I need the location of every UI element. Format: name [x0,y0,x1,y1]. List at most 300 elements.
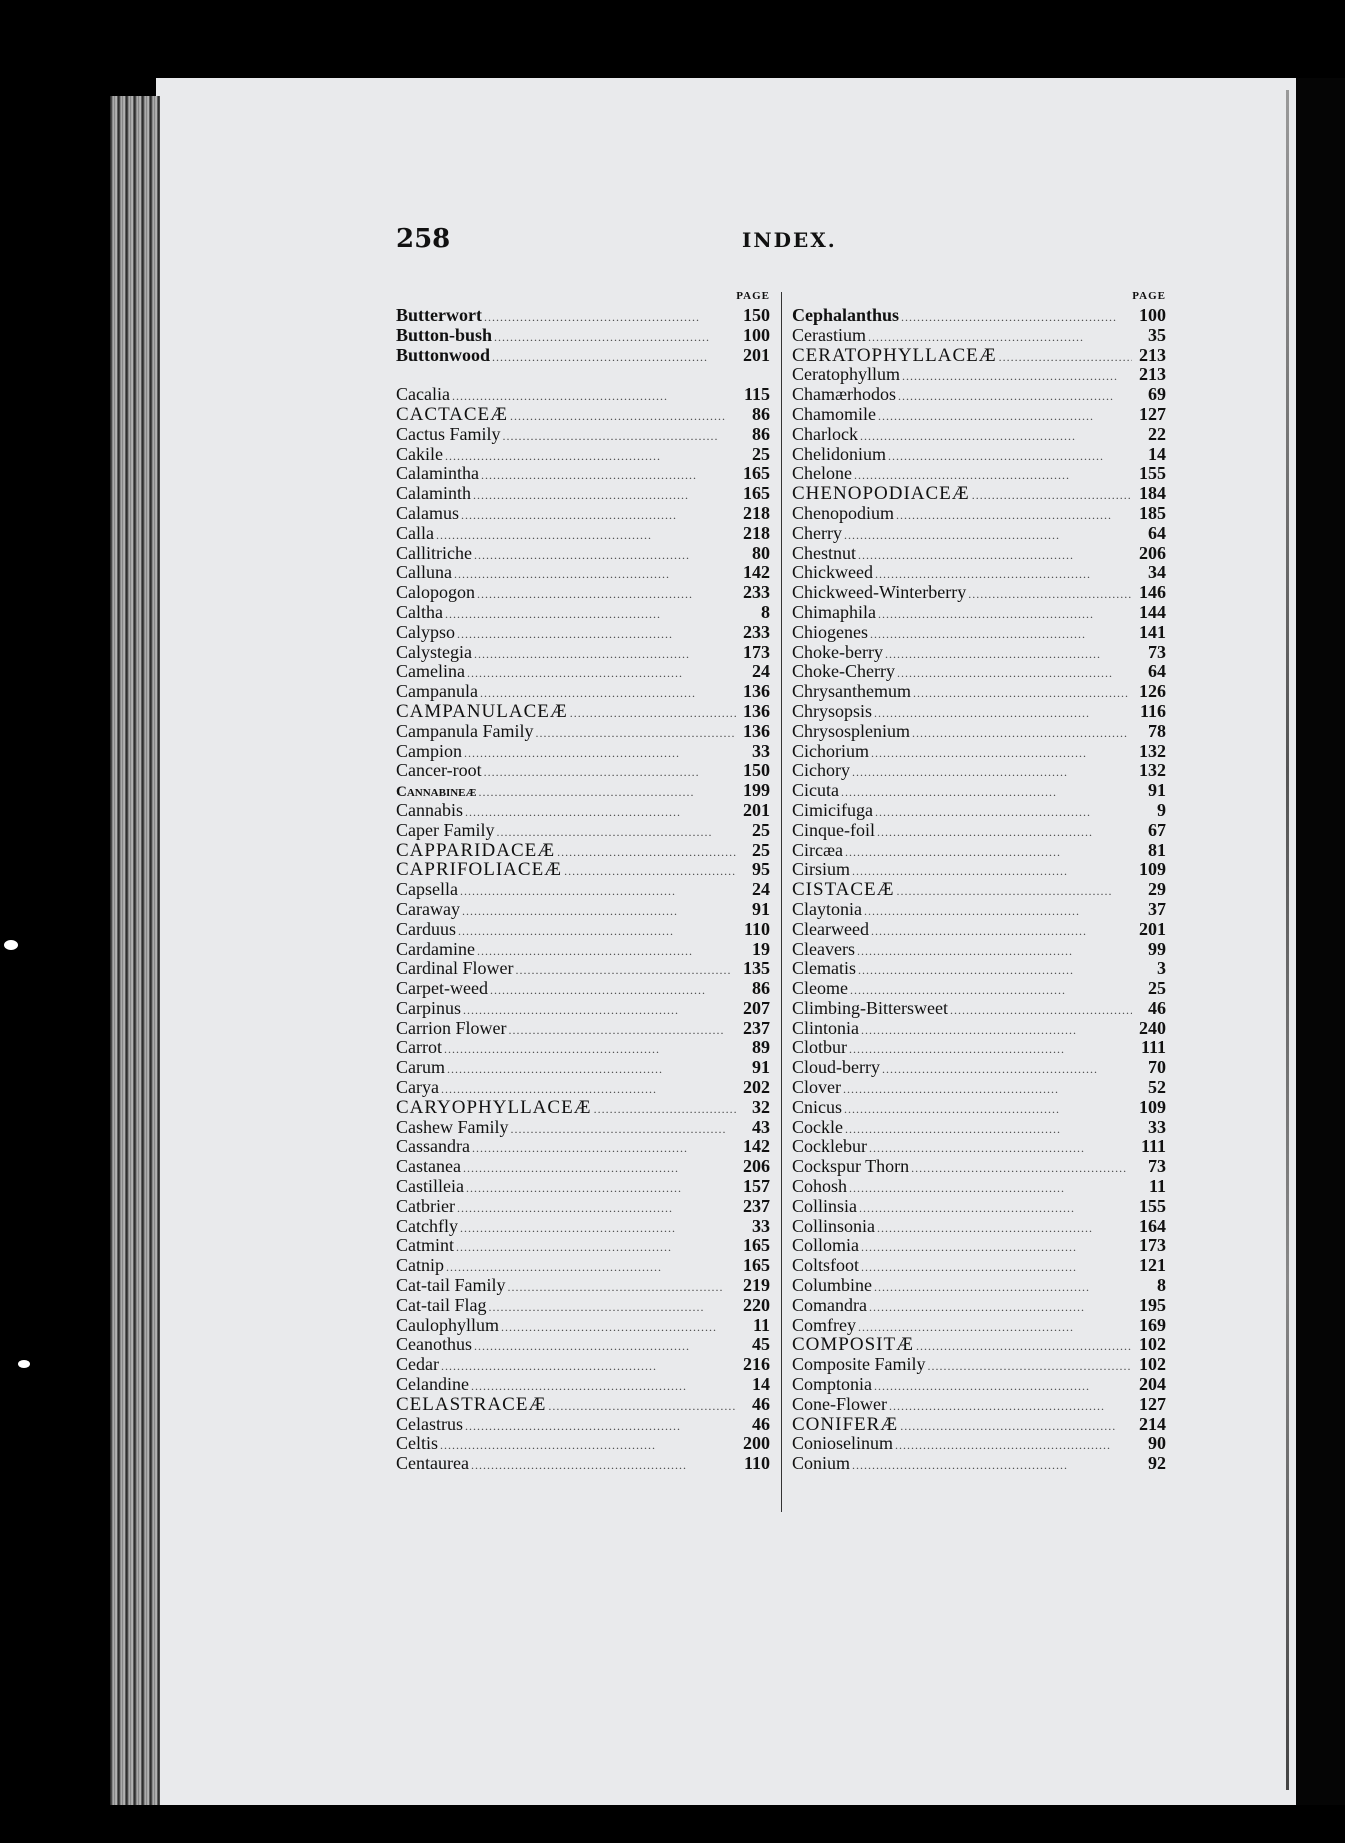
index-entry [396,603,770,623]
index-entry [792,1434,1166,1454]
index-entry [792,1276,1166,1296]
index-entry [792,326,1166,346]
index-entry-name: Campion [396,740,462,761]
dot-leader [445,445,736,467]
index-entry-page: 141 [1139,621,1166,642]
dot-leader [852,1454,1132,1476]
index-entry-page: 80 [752,542,770,563]
index-entry [792,385,1166,405]
index-entry [396,1118,770,1138]
dot-leader [594,1098,736,1120]
index-entry-page: 207 [743,997,770,1018]
index-entry-page: 169 [1139,1314,1166,1335]
index-entry-page: 218 [743,502,770,523]
dot-leader [477,583,736,605]
index-entry-name: Cardinal Flower [396,958,514,979]
index-entry-page: 132 [1139,760,1166,781]
index-entry-name: Cherry [792,522,842,543]
index-entry [396,1058,770,1078]
index-entry [792,979,1166,999]
index-entry [792,781,1166,801]
dot-leader [888,445,1132,467]
index-entry [396,1395,770,1415]
index-entry [792,1137,1166,1157]
index-entry-name: Chickweed [792,562,873,583]
index-entry-name: Composite Family [792,1354,926,1375]
index-entry-name: Cohosh [792,1176,848,1197]
index-entry-page: 11 [1148,1176,1166,1197]
dot-leader [849,1038,1132,1060]
index-entry-name: Cocklebur [792,1136,867,1157]
index-entry-page: 237 [743,1017,770,1038]
index-entry-page: 199 [743,780,770,801]
index-entry [792,900,1166,920]
index-entry [396,504,770,524]
index-entry-page: 164 [1139,1215,1166,1236]
index-entry [396,1098,770,1118]
dot-leader [494,326,736,348]
dot-leader [447,1058,736,1080]
index-entry-name: Castanea [396,1156,461,1177]
index-entry-name: Caulophyllum [396,1314,499,1335]
dot-leader [912,722,1132,744]
dot-leader [901,306,1132,328]
index-entry-page: 95 [752,859,770,880]
index-entry-page: 127 [1139,1393,1166,1414]
index-entry-page: 81 [1148,839,1166,860]
index-entry-name: Butterwort [396,305,482,325]
index-entry-name: Chelidonium [792,443,886,464]
index-entry [396,306,770,326]
index-entry [396,702,770,722]
index-entry-name: Cirsium [792,859,851,880]
dot-leader [864,900,1132,922]
index-entry-name: CAPRIFOLIACEÆ [396,859,563,881]
index-entry-name: Chrysanthemum [792,681,911,702]
index-entry-page: 121 [1139,1255,1166,1276]
index-entry-page: 73 [1148,1156,1166,1177]
index-entry-page: 214 [1139,1413,1166,1434]
index-entry-name: Castilleia [396,1176,464,1197]
index-entry-page: 233 [743,582,770,603]
index-entry-name: Button-bush [396,324,493,345]
index-entry [396,959,770,979]
index-entry [396,1355,770,1375]
index-entry-page: 67 [1148,819,1166,840]
column-page-header: PAGE [736,290,770,302]
index-entry-name: Campanula Family [396,720,534,741]
dot-leader [511,1118,737,1140]
index-entry [396,346,770,366]
index-entry [396,405,770,425]
index-entry-name: Clearweed [792,918,869,939]
index-entry-name: Campanula [396,681,478,702]
index-entry [396,464,770,484]
index-entry-name: Cicuta [792,780,839,801]
index-entry-page: 19 [752,938,770,959]
dot-leader [456,1236,736,1258]
index-entry-page: 45 [752,1334,770,1355]
dot-leader [473,484,736,506]
index-entry-page: 173 [743,641,770,662]
index-entry-page: 206 [1139,542,1166,563]
index-entry-page: 213 [1139,364,1166,385]
index-entry-name: Collomia [792,1235,859,1256]
page-right-edge [1286,90,1289,1790]
index-entry-name: Cat-tail Family [396,1275,506,1296]
dot-leader [845,1118,1132,1140]
dot-leader [457,1197,736,1219]
dot-leader [968,583,1132,605]
index-entry-name: Centaurea [396,1453,469,1474]
dot-leader [474,1335,736,1357]
index-entry-page: 64 [1148,522,1166,543]
index-entry [792,662,1166,682]
index-entry [792,1454,1166,1474]
index-entry-name: Conioselinum [792,1433,894,1454]
index-entry [396,385,770,405]
index-entry-page: 173 [1139,1235,1166,1256]
index-entry [396,1197,770,1217]
index-entry-name: Clematis [792,958,856,979]
index-entry-name: Cnicus [792,1096,843,1117]
index-entry-name: Conium [792,1453,851,1474]
dot-leader [874,1276,1132,1298]
dot-leader [896,504,1132,526]
index-entry-page: 195 [1139,1294,1166,1315]
dot-leader [852,761,1132,783]
dot-leader [461,504,736,526]
index-entry-page: 92 [1148,1453,1166,1474]
index-entry-name: Cephalanthus [792,305,900,325]
index-entry [396,821,770,841]
index-entry-name: Catnip [396,1255,444,1276]
index-entry-name: Charlock [792,423,858,444]
index-entry [396,940,770,960]
dot-leader [878,405,1132,427]
index-entry-page: 142 [743,1136,770,1157]
index-entry-name: Chamærhodos [792,384,897,405]
index-entry [396,1019,770,1039]
index-entry [792,841,1166,861]
index-entry [396,1296,770,1316]
index-entry-page: 136 [743,700,770,721]
index-entry-name: Celandine [396,1374,469,1395]
index-entry-page: 86 [752,978,770,999]
index-entry-name: Catbrier [396,1195,455,1216]
dot-leader [885,643,1132,665]
index-entry-name: Calaminth [396,483,471,504]
index-entry-name: Cat-tail Flag [396,1294,487,1315]
index-column-left [396,288,770,1474]
dot-leader [870,623,1132,645]
index-entry [792,959,1166,979]
index-entry-name: Calypso [396,621,456,642]
dot-leader [508,1276,737,1298]
index-entry-name: Calamintha [396,463,479,484]
dot-leader [857,940,1132,962]
index-entry [792,603,1166,623]
index-entry [792,563,1166,583]
index-entry [396,1276,770,1296]
index-entry-name: Coltsfoot [792,1255,860,1276]
dot-leader [898,385,1132,407]
index-entry-name: Camelina [396,661,465,682]
dot-leader [860,425,1132,447]
dot-leader [895,1434,1132,1456]
column-page-header: PAGE [1132,290,1166,302]
index-entry-page: 233 [743,621,770,642]
dot-leader [877,1217,1132,1239]
index-entry-page: 91 [752,898,770,919]
index-entry-page: 157 [743,1176,770,1197]
dot-leader [861,1019,1132,1041]
index-entry-name: Cactus Family [396,423,501,444]
index-entry [396,583,770,603]
index-entry-page: 73 [1148,641,1166,662]
dot-leader [467,662,736,684]
dot-leader [859,1197,1132,1219]
index-entry-page: 29 [1148,879,1166,900]
index-entry-page: 200 [743,1433,770,1454]
index-entry-page: 150 [743,305,770,325]
index-entry [792,583,1166,603]
index-entry [792,1118,1166,1138]
dot-leader [460,1217,736,1239]
index-entry-page: 24 [752,661,770,682]
index-entry-name: Ceanothus [396,1334,472,1355]
index-entry-page: 11 [752,1314,770,1335]
column-divider [781,292,782,1512]
index-entry-page: 136 [743,720,770,741]
dot-leader [877,821,1132,843]
index-entry-name: Cerastium [792,324,866,345]
dot-leader [458,920,736,942]
index-entry [792,1038,1166,1058]
index-entry [396,841,770,861]
dot-leader [441,1355,736,1377]
index-entry-page: 165 [743,1255,770,1276]
index-column-right [792,288,1166,1474]
dot-leader [445,603,736,625]
index-entry-name: Chickweed-Winterberry [792,582,967,603]
index-entry-name: Clover [792,1077,841,1098]
index-entry-page: 142 [743,562,770,583]
index-entry-name: Cone-Flower [792,1393,887,1414]
dot-leader [972,484,1132,506]
index-entry-page: 201 [743,344,770,365]
index-entry-page: 204 [1139,1374,1166,1395]
index-entry-page: 110 [743,1453,770,1474]
index-entry [396,623,770,643]
index-entry-name: Carrot [396,1037,442,1058]
index-entry [792,365,1166,385]
index-entry-name: Carrion Flower [396,1017,507,1038]
index-entry [396,1177,770,1197]
index-entry-page: 24 [752,879,770,900]
index-entry-name: Columbine [792,1275,872,1296]
dot-leader [911,1157,1132,1179]
index-entry-page: 102 [1139,1334,1166,1355]
index-entry-page: 111 [1140,1037,1166,1058]
index-entry-page: 165 [743,463,770,484]
index-entry-name: Carum [396,1057,445,1078]
index-entry [792,1157,1166,1177]
index-entry-name: Celtis [396,1433,439,1454]
index-entry [792,1019,1166,1039]
index-entry-page: 216 [743,1354,770,1375]
index-entry-page: 201 [743,799,770,820]
index-entry-name: CONIFERÆ [792,1413,899,1435]
index-entry-page: 135 [743,958,770,979]
index-entry [792,1236,1166,1256]
index-entry-page: 69 [1148,384,1166,405]
index-entry-page: 111 [1140,1136,1166,1157]
dot-leader [465,1415,736,1437]
dot-leader [897,662,1132,684]
index-entry-page: 25 [752,839,770,860]
index-entry [396,524,770,544]
index-entry-page: 43 [752,1116,770,1137]
dot-leader [844,524,1132,546]
index-entry-page: 132 [1139,740,1166,761]
dot-leader [464,742,736,764]
index-entry-name: Cardamine [396,938,475,959]
index-entry-page: 33 [752,1215,770,1236]
index-entry-page: 9 [1157,799,1166,820]
index-entry [396,801,770,821]
index-entry-name: Comptonia [792,1374,872,1395]
index-entry [396,1434,770,1454]
index-entry [792,1355,1166,1375]
index-entry [792,1177,1166,1197]
index-entry [396,643,770,663]
dot-leader [564,860,736,882]
index-entry [396,1137,770,1157]
index-entry-name: Calystegia [396,641,472,662]
index-entry-name: Cockle [792,1116,843,1137]
index-entry-name: Cichorium [792,740,869,761]
index-entries-right [792,306,1166,1474]
index-entry [792,1197,1166,1217]
index-entry-page: 109 [1139,859,1166,880]
dot-leader [510,405,736,427]
index-entry-page: 218 [743,522,770,543]
index-entry [396,425,770,445]
index-entry [396,1217,770,1237]
dot-leader [845,841,1132,863]
index-entry-page: 22 [1148,423,1166,444]
index-entry-name: CACTACEÆ [396,403,509,425]
index-entry [792,524,1166,544]
index-entry-page: 99 [1148,938,1166,959]
index-entry-page: 102 [1139,1354,1166,1375]
index-entry-name: Cashew Family [396,1116,509,1137]
index-entry-name: COMPOSITÆ [792,1334,914,1356]
index-entry [396,722,770,742]
index-entry-page: 25 [752,819,770,840]
index-entry [396,1157,770,1177]
index-entry-page: 25 [752,443,770,464]
index-entry-page: 89 [752,1037,770,1058]
index-entry-name: Calamus [396,502,459,523]
index-entry-page: 110 [743,918,770,939]
index-entry-name: Clotbur [792,1037,848,1058]
dot-leader [916,1335,1132,1357]
index-entry [396,1375,770,1395]
index-entry [396,563,770,583]
index-entry-page: 70 [1148,1057,1166,1078]
index-entry-page: 237 [743,1195,770,1216]
index-entry-page: 206 [743,1156,770,1177]
index-entry-name: Carduus [396,918,456,939]
dot-leader [882,1058,1132,1080]
index-entry-name: Cloud-berry [792,1057,880,1078]
index-entry-name: Caper Family [396,819,495,840]
index-entry-name: Claytonia [792,898,862,919]
index-entry-name: CELASTRACEÆ [396,1393,547,1415]
dot-leader [508,1019,736,1041]
index-entry [792,425,1166,445]
index-entry [792,504,1166,524]
index-entry-page: 219 [743,1275,770,1296]
index-entry [396,742,770,762]
index-entry-name: Cedar [396,1354,439,1375]
index-entry-page: 37 [1148,898,1166,919]
index-entry-page: 127 [1139,403,1166,424]
index-entry-page: 33 [1148,1116,1166,1137]
dot-leader [557,841,736,863]
index-entry-page: 201 [1139,918,1166,939]
dot-leader [479,781,736,803]
dot-leader [515,959,736,981]
index-entry-page: 32 [752,1096,770,1117]
index-entry [792,1395,1166,1415]
dot-leader [503,425,737,447]
index-entry-page: 86 [752,423,770,444]
dot-leader [460,880,736,902]
index-entry-name: Circæa [792,839,843,860]
dot-leader [465,801,736,823]
index-entry-name: CISTACEÆ [792,879,895,901]
index-entry [792,702,1166,722]
index-entry-name: Climbing-Bittersweet [792,997,948,1018]
index-entry-page: 100 [1139,305,1166,325]
index-entry-page: 33 [752,740,770,761]
index-entry [792,346,1166,366]
index-entry [396,1038,770,1058]
index-entry [396,1335,770,1355]
index-entry-name: Cannabis [396,799,463,820]
index-entry-name: Cacalia [396,384,450,405]
dot-leader [457,623,736,645]
index-entry [396,1256,770,1276]
index-entry [396,484,770,504]
index-entry-page: 14 [752,1374,770,1395]
index-entry-name: Carpinus [396,997,461,1018]
index-entry-page: 202 [743,1077,770,1098]
index-entry [396,326,770,346]
index-entry [792,464,1166,484]
index-entry-name: Catmint [396,1235,454,1256]
dot-leader [874,1375,1132,1397]
dot-leader [474,544,736,566]
index-entry-name: Choke-berry [792,641,883,662]
index-entry-name: Chamomile [792,403,876,424]
index-entry [792,445,1166,465]
index-entry-name: Buttonwood [396,344,491,365]
index-entry-name: Ceratophyllum [792,364,900,385]
